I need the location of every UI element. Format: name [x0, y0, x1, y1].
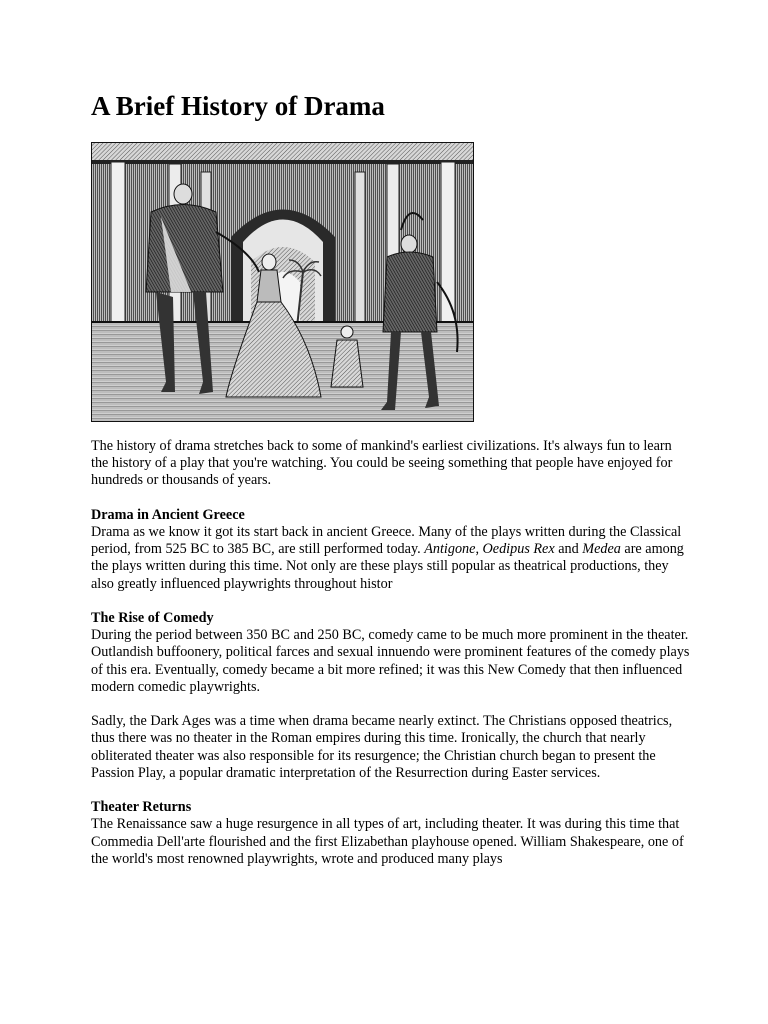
section-dark-ages: Sadly, the Dark Ages was a time when drama became nearly extinct. The Christians opposed theatrics, thus there was no theater in the Roman empires during this time. Ironically, the church that nearly obliterated theater was also responsible for its resurgence; the Christian church began to present the Passion Play, a popular dramatic interpretation of the Resurrection during Easter services.: [91, 713, 673, 781]
section-heading-greece: Drama in Ancient Greece: [91, 506, 245, 523]
work-title-antigone: Antigone: [424, 541, 476, 558]
article-body: [91, 438, 691, 885]
section-theater-returns: [91, 799, 691, 868]
section-ancient-greece: [91, 507, 691, 593]
intro-paragraph: The history of drama stretches back to some of mankind's earliest civilizations. It's always fun to learn the history of a play that you're watching. You could be seeing something that people have enjoyed for hundreds or thousands of years.: [91, 438, 673, 489]
comedy-text: During the period between 350 BC and 250 BC, comedy came to be much more prominent in the theater. Outlandish buffoonery, political farces and sexual innuendo were prominent features of the comedy plays of this era. Eventually, comedy became a bit more refined; it was this New Comedy that then influenced modern comedic playwrights.: [91, 627, 690, 695]
section-rise-of-comedy: [91, 610, 691, 696]
section-heading-returns: Theater Returns: [91, 799, 192, 816]
greece-text-after: are among the plays written during this time. Not only are these plays still popular as theatrical productions, they also greatly influenced playwrights throughout histor: [91, 541, 684, 592]
greece-text-before: Drama as we know it got its start back in ancient Greece. Many of the plays written during the Classical period, from 525 BC to 385 BC, are still performed today.: [91, 524, 682, 558]
greece-separator-comma: ,: [475, 541, 479, 558]
page-title: A Brief History of Drama: [91, 91, 385, 121]
section-heading-comedy: The Rise of Comedy: [91, 610, 214, 626]
work-title-oedipus-rex: Oedipus Rex: [482, 541, 555, 558]
work-title-medea: Medea: [582, 541, 621, 558]
theater-engraving-image: [91, 142, 474, 422]
returns-text: The Renaissance saw a huge resurgence in all types of art, including theater. It was during this time that Commedia Dell'arte flourished and the first Elizabethan playhouse opened. William Shakespeare, one of the world's most renowned playwrights, wrote and produced many plays: [91, 816, 684, 867]
greece-separator-and: and: [558, 541, 579, 558]
